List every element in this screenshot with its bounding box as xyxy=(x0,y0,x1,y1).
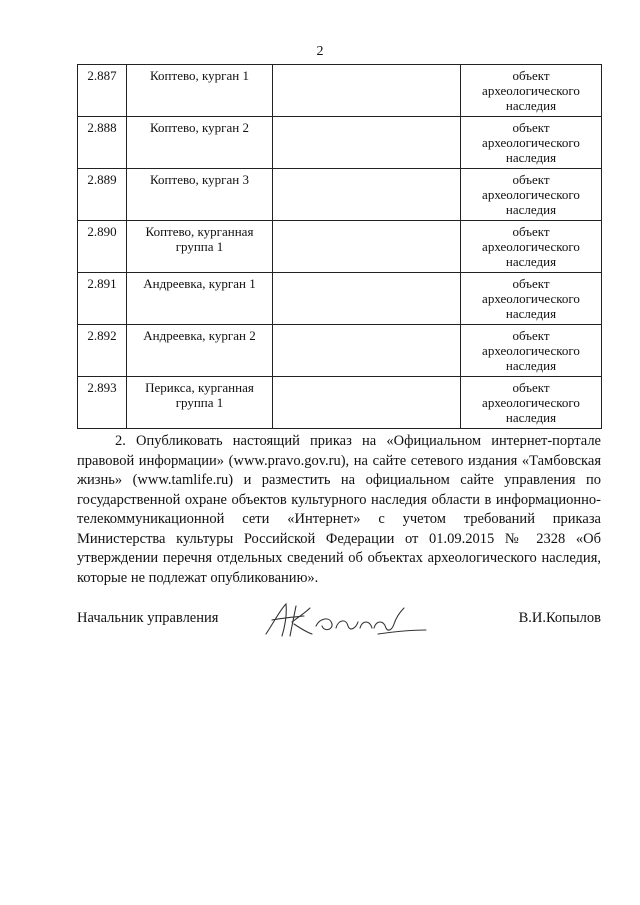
cell-blank xyxy=(273,377,461,429)
cell-status: объект археологического наследия xyxy=(461,117,602,169)
cell-number: 2.892 xyxy=(78,325,127,377)
cell-number: 2.890 xyxy=(78,221,127,273)
cell-object-name: Перикса, курганная группа 1 xyxy=(127,377,273,429)
signatory-name: В.И.Копылов xyxy=(518,610,601,626)
cell-status: объект археологического наследия xyxy=(461,377,602,429)
cell-object-name: Андреевка, курган 1 xyxy=(127,273,273,325)
table-row xyxy=(78,117,602,169)
cell-blank xyxy=(273,169,461,221)
table-row xyxy=(78,221,602,273)
cell-status: объект археологического наследия xyxy=(461,325,602,377)
cell-number: 2.888 xyxy=(78,117,127,169)
cell-blank xyxy=(273,117,461,169)
cell-number: 2.893 xyxy=(78,377,127,429)
table-body xyxy=(78,65,602,429)
cell-number: 2.887 xyxy=(78,65,127,117)
table-row xyxy=(78,325,602,377)
cell-number: 2.891 xyxy=(78,273,127,325)
cell-object-name: Андреевка, курган 2 xyxy=(127,325,273,377)
cell-object-name: Коптево, курган 1 xyxy=(127,65,273,117)
cell-blank xyxy=(273,273,461,325)
page-number: 2 xyxy=(316,44,324,59)
signature-block xyxy=(77,602,601,642)
heritage-objects-table xyxy=(77,64,602,429)
cell-status: объект археологического наследия xyxy=(461,221,602,273)
cell-status: объект археологического наследия xyxy=(461,65,602,117)
cell-number: 2.889 xyxy=(78,169,127,221)
table-row xyxy=(78,377,602,429)
cell-blank xyxy=(273,325,461,377)
handwritten-signature xyxy=(260,598,430,642)
publication-paragraph: 2. Опубликовать настоящий приказ на «Официальном интернет-портале правовой информации» (www.pravo.gov.ru), на сайте сетевого издания «Тамбовская жизнь» (www.tamlife.ru) и разместить на официальном сайте управления по государственной охране объектов культурного наследия области в информационно-телекоммуникационной сети «Интернет» с учетом требований приказа Министерства культуры Российской Федерации от 01.09.2015 № 2328 «Об утверждении перечня отдельных сведений об объектах археологического наследия, которые не подлежат опубликованию». xyxy=(77,433,601,586)
table-row xyxy=(78,273,602,325)
cell-object-name: Коптево, курган 3 xyxy=(127,169,273,221)
table-row xyxy=(78,65,602,117)
cell-status: объект археологического наследия xyxy=(461,169,602,221)
signatory-title: Начальник управления xyxy=(77,610,219,626)
cell-blank xyxy=(273,65,461,117)
cell-blank xyxy=(273,221,461,273)
cell-object-name: Коптево, курган 2 xyxy=(127,117,273,169)
cell-object-name: Коптево, курганная группа 1 xyxy=(127,221,273,273)
cell-status: объект археологического наследия xyxy=(461,273,602,325)
table-row xyxy=(78,169,602,221)
